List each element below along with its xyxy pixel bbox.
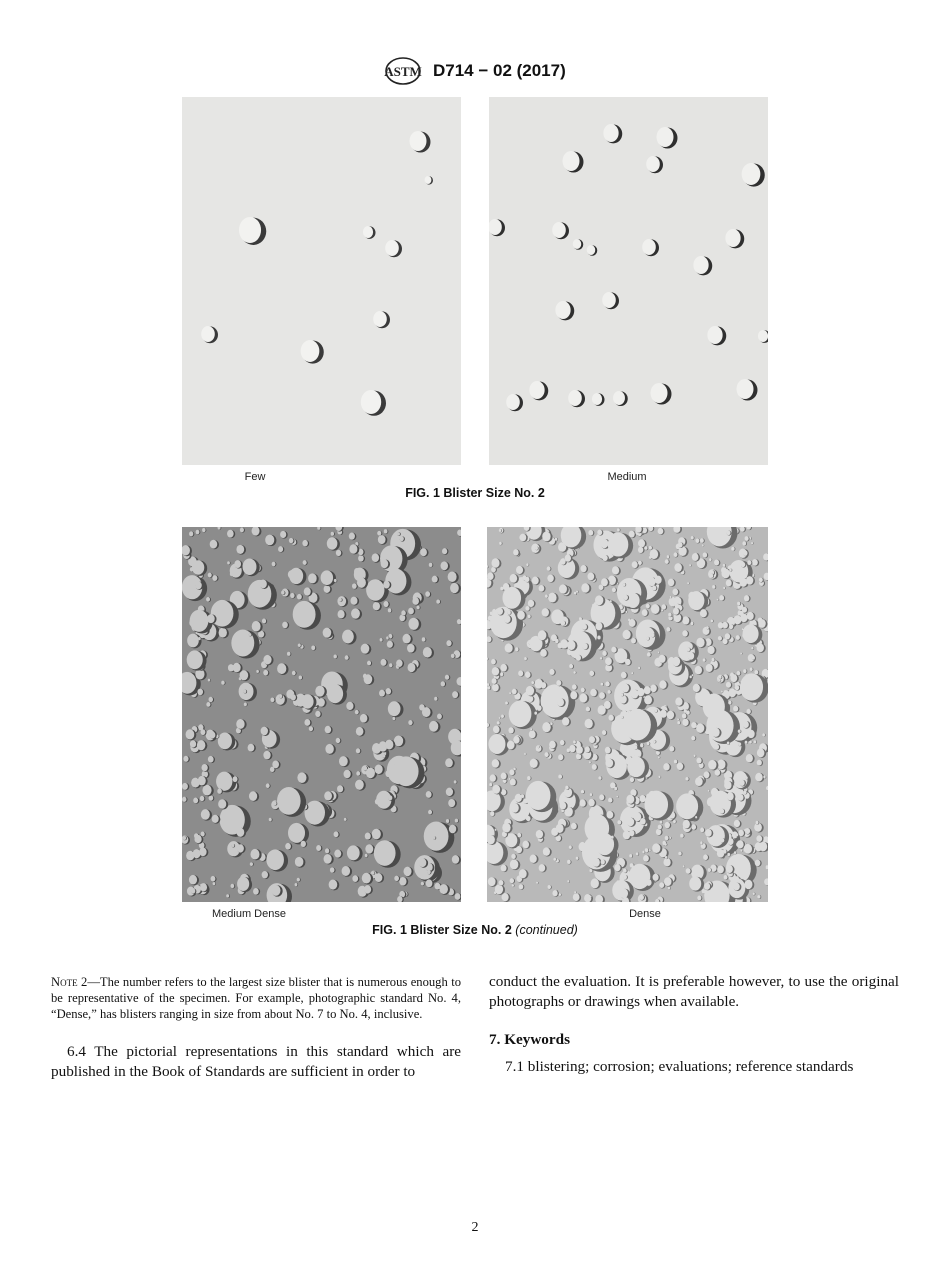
panel-label-medium-dense: Medium Dense <box>212 908 286 920</box>
panel-label-medium: Medium <box>607 471 647 483</box>
figure-caption: FIG. 1 Blister Size No. 2 <box>405 486 545 500</box>
standard-designation: D714 − 02 (2017) <box>432 61 566 80</box>
note-label: Note 2 <box>51 975 88 989</box>
photo-medium <box>489 97 768 465</box>
note-2 <box>51 974 461 1022</box>
panel-label-few: Few <box>244 471 266 483</box>
photo-dense <box>487 527 768 902</box>
figure-caption-main: FIG. 1 Blister Size No. 2 <box>372 923 512 937</box>
paragraph-continued: conduct the evaluation. It is preferable however, to use the original photographs or drawings when available. <box>489 973 899 1010</box>
figure-caption-continued <box>0 923 950 937</box>
astm-logo-icon <box>384 56 422 86</box>
note-text: —The number refers to the largest size blister that is numerous enough to be representative of the specimen. For example, photographic standard No. 4, “Dense,” has blisters ranging in size from about No. 7 to No. 4, inclusive. <box>51 975 461 1021</box>
photo-few <box>182 97 461 465</box>
figure-caption-suffix: (continued) <box>515 923 578 937</box>
page-number: 2 <box>471 1220 479 1235</box>
paragraph-6-4: 6.4 The pictorial representations in this standard which are published in the Book of Standards are sufficient in order to <box>51 1043 461 1080</box>
section-heading-keywords: 7. Keywords <box>489 1031 570 1048</box>
panel-label-dense: Dense <box>629 908 661 920</box>
photo-medium-dense <box>182 527 461 902</box>
page-header <box>0 56 950 86</box>
paragraph-7-1: 7.1 blistering; corrosion; evaluations; reference standards <box>505 1058 854 1075</box>
svg-text:ASTM: ASTM <box>384 64 423 79</box>
